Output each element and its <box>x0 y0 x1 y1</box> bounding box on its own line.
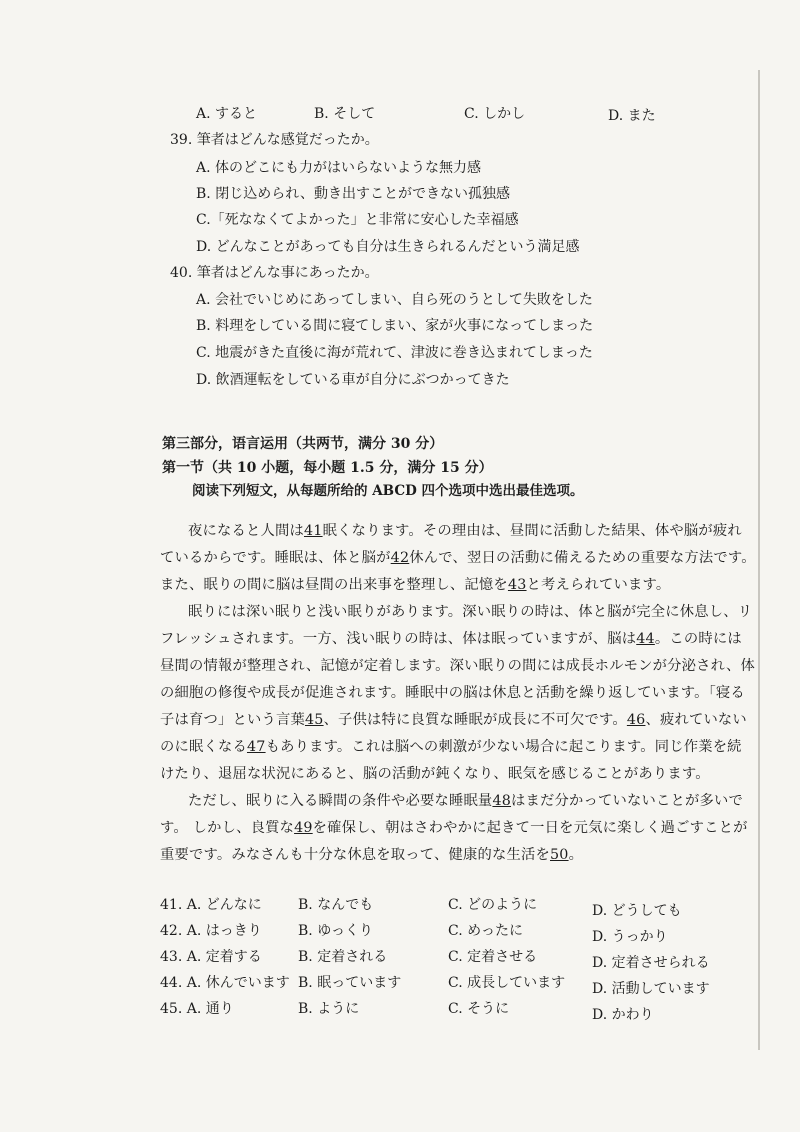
q38-option-d: D. また <box>608 108 656 124</box>
q40-option-a: A. 会社でいじめにあってしまい、自ら死のうとして失敗をした <box>196 292 593 308</box>
choice-41-a: 41. A. どんなに <box>160 897 262 913</box>
choice-44-a: 44. A. 休んでいます <box>160 975 290 991</box>
choice-44-d: D. 活動しています <box>592 981 710 997</box>
q40-option-d: D. 飲酒運転をしている車が自分にぶつかってきた <box>196 372 510 388</box>
q38-option-a: A. すると <box>196 106 258 122</box>
passage-paragraph-3 <box>160 788 756 869</box>
choice-43-d: D. 定着させられる <box>592 955 710 971</box>
text-segment: 、子供は特に良質な睡眠が成長に不可欠です。 <box>323 712 627 728</box>
answer-row-45 <box>160 998 760 1024</box>
q39-question: 39. 筆者はどんな感覚だったか。 <box>170 132 379 148</box>
text-segment: 。この時には昼間の情報が整理され、記憶が定着します。深い眠りの間には成長ホルモンが分泌され、体の細胞の修復や成長が促進されます。睡眠中の脳は休息と活動を繰り返しています。「寝る子は育つ」という言葉 <box>160 631 755 728</box>
answer-row-42 <box>160 920 760 946</box>
section-title: 第三部分，语言运用（共两节，满分 30 分） <box>162 436 444 452</box>
choice-45-b: B. ように <box>298 1001 360 1017</box>
blank-47: 47 <box>246 739 266 755</box>
answer-row-43 <box>160 946 760 972</box>
blank-49: 49 <box>294 820 313 836</box>
passage-paragraph-2 <box>160 599 756 788</box>
text-segment: ただし、眠りに入る瞬間の条件や必要な睡眠量 <box>188 793 493 809</box>
blank-44: 44 <box>636 631 655 647</box>
q39-option-c: C.「死ななくてよかった」と非常に安心した幸福感 <box>196 212 519 228</box>
text-segment: 眠くなります。その理由は、昼間に活動した結果、体や脳が疲れているからです。睡眠は、体と脳が <box>160 523 742 566</box>
text-segment: 。 <box>568 847 584 863</box>
choice-43-c: C. 定着させる <box>448 949 538 965</box>
q40-question: 40. 筆者はどんな事にあったか。 <box>170 265 379 281</box>
text-segment: 、疲れていないのに眠くなる <box>160 712 747 755</box>
blank-45: 45 <box>304 712 324 728</box>
text-segment: 夜になると人間は <box>188 523 304 539</box>
blank-50: 50 <box>549 847 569 863</box>
passage-paragraph-1 <box>160 518 756 599</box>
blank-48: 48 <box>492 793 512 809</box>
section-instruction: 阅读下列短文，从每题所给的 ABCD 四个选项中选出最佳选项。 <box>192 483 584 499</box>
q39-option-a: A. 体のどこにも力がはいらないような無力感 <box>196 160 482 176</box>
blank-46: 46 <box>626 712 646 728</box>
choice-43-b: B. 定着される <box>298 949 388 965</box>
choice-44-b: B. 眠っています <box>298 975 402 991</box>
q39-option-b: B. 閉じ込められ、動き出すことができない孤独感 <box>196 186 511 202</box>
choice-42-c: C. めったに <box>448 923 523 939</box>
text-segment: 休んで、翌日の活動に備えるための重要な方法です。また、眠りの間に脳は昼間の出来事を整理し、記憶を <box>160 550 756 593</box>
q38-option-c: C. しかし <box>464 106 526 122</box>
choice-43-a: 43. A. 定着する <box>160 949 262 965</box>
text-segment: もあります。これは脳への刺激が少ない場合に起こります。同じ作業を続けたり、退屈な状況にあると、脳の活動が鈍くなり、眠気を感じることがあります。 <box>160 739 742 782</box>
blank-41: 41 <box>303 523 323 539</box>
q40-option-b: B. 料理をしている間に寝てしまい、家が火事になってしまった <box>196 318 594 334</box>
choice-42-d: D. うっかり <box>592 929 668 945</box>
choice-42-a: 42. A. はっきり <box>160 923 262 939</box>
reading-passage <box>160 518 756 869</box>
choice-42-b: B. ゆっくり <box>298 923 374 939</box>
text-segment: と考えられています。 <box>526 577 671 593</box>
q39-option-d: D. どんなことがあっても自分は生きられるんだという満足感 <box>196 239 580 255</box>
choice-41-c: C. どのように <box>448 897 538 913</box>
choice-44-c: C. 成長しています <box>448 975 566 991</box>
answer-choices <box>160 894 760 1024</box>
section-part1: 第一节（共 10 小题，每小题 1.5 分，满分 15 分） <box>162 460 493 476</box>
text-segment: はまだ分かっていないことが多いです。 しかし、良質な <box>160 793 743 836</box>
blank-42: 42 <box>390 550 410 566</box>
text-segment: を確保し、朝はさわやかに起きて一日を元気に楽しく過ごすことが重要です。みなさんも十分な休息を取って、健康的な生活を <box>160 820 748 863</box>
answer-row-44 <box>160 972 760 998</box>
choice-45-c: C. そうに <box>448 1001 510 1017</box>
choice-41-d: D. どうしても <box>592 903 682 919</box>
q40-option-c: C. 地震がきた直後に海が荒れて、津波に巻き込まれてしまった <box>196 345 593 361</box>
text-segment: 眠りには深い眠りと浅い眠りがあります。深い眠りの時は、体と脳が完全に休息し、リフレッシュされます。一方、浅い眠りの時は、体は眠っていますが、脳は <box>160 604 753 647</box>
q38-option-b: B. そして <box>314 106 376 122</box>
choice-45-d: D. かわり <box>592 1007 654 1023</box>
choice-45-a: 45. A. 通り <box>160 1001 234 1017</box>
answer-row-41 <box>160 894 760 920</box>
choice-41-b: B. なんでも <box>298 897 374 913</box>
blank-43: 43 <box>507 577 527 593</box>
